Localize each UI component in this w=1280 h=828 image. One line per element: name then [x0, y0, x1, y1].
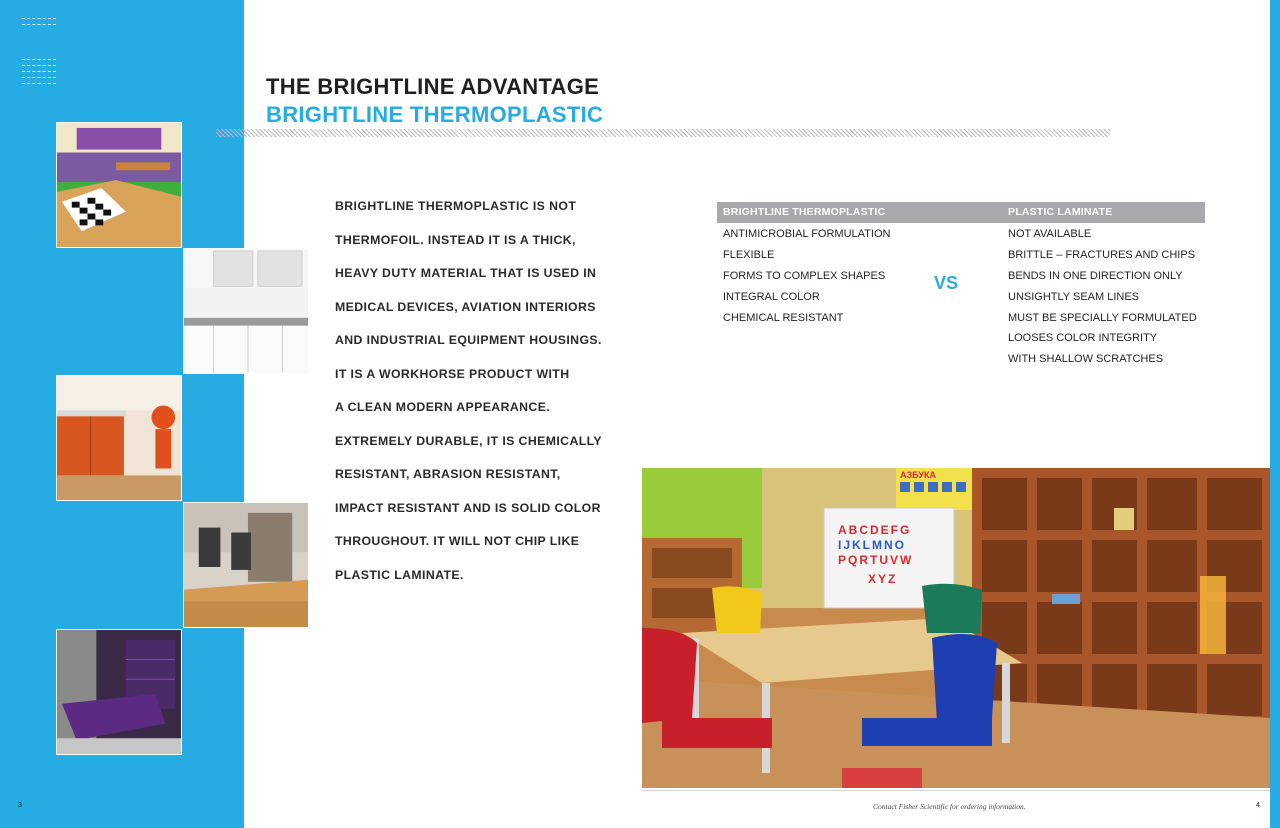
body-line: PLASTIC LAMINATE. [335, 567, 464, 582]
contact-note: Contact Fisher Scientific for ordering information. [873, 802, 1026, 811]
comparison-right-header: PLASTIC LAMINATE [1008, 206, 1113, 218]
decorative-dash [22, 77, 56, 78]
body-line: A CLEAN MODERN APPEARANCE. [335, 400, 551, 414]
whiteboard-line-1: ABCDEFG [838, 523, 912, 537]
list-item: FLEXIBLE [723, 248, 775, 261]
thumb-lab-counter [183, 248, 309, 374]
list-item: CHEMICAL RESISTANT [723, 311, 844, 324]
right-blue-strip [1270, 0, 1280, 828]
body-line: MEDICAL DEVICES, AVIATION INTERIORS [335, 299, 596, 314]
list-item: ANTIMICROBIAL FORMULATION [723, 228, 891, 240]
list-item: UNSIGHTLY SEAM LINES [1008, 290, 1140, 303]
page-number-right: 4 [1256, 802, 1260, 809]
thumb-computer-desk [183, 502, 309, 628]
list-item: BRITTLE – FRACTURES AND CHIPS [1008, 248, 1196, 261]
body-paragraph [335, 199, 605, 601]
decorative-dash [22, 24, 56, 25]
decorative-dash [22, 83, 56, 84]
page-number-left: 3 [18, 802, 22, 809]
body-line: RESISTANT, ABRASION RESISTANT, [335, 467, 561, 481]
thermoplastic-features-list [723, 228, 890, 332]
thumb-orange-cabinets [56, 375, 182, 501]
whiteboard-line-3: PQRTUVW [838, 553, 914, 567]
body-line: THROUGHOUT. IT WILL NOT CHIP LIKE [335, 534, 580, 548]
list-item: FORMS TO COMPLEX SHAPES [723, 269, 886, 282]
page-title: THE BRIGHTLINE ADVANTAGE [266, 74, 600, 99]
list-item: LOOSES COLOR INTEGRITY [1008, 332, 1158, 345]
body-line: BRIGHTLINE THERMOPLASTIC IS NOT [335, 199, 577, 213]
page-subtitle: BRIGHTLINE THERMOPLASTIC [266, 102, 604, 127]
hatched-divider [216, 129, 1110, 137]
thumb-purple-reception [56, 629, 182, 755]
whiteboard-line-2: IJKLMNO [838, 538, 906, 552]
body-line: IMPACT RESISTANT AND IS SOLID COLOR [335, 500, 601, 515]
body-line: THERMOFOIL. INSTEAD IT IS A THICK, [335, 232, 576, 247]
decorative-dash [22, 71, 56, 72]
list-item: NOT AVAILABLE [1008, 228, 1092, 240]
laminate-features-list [1008, 228, 1197, 374]
classroom-photo [642, 468, 1270, 788]
thumb-classroom-checkerboard [56, 122, 182, 248]
body-line: IT IS A WORKHORSE PRODUCT WITH [335, 366, 570, 381]
poster-text: АЗБУКА [900, 470, 936, 480]
decorative-dash [22, 59, 56, 60]
list-item: INTEGRAL COLOR [723, 290, 820, 303]
decorative-dash [22, 65, 56, 66]
footer-rule [642, 790, 1270, 791]
list-item: MUST BE SPECIALLY FORMULATED [1008, 311, 1197, 324]
body-line: AND INDUSTRIAL EQUIPMENT HOUSINGS. [335, 333, 602, 347]
vs-label: VS [934, 273, 959, 293]
list-item: WITH SHALLOW SCRATCHES [1008, 353, 1164, 366]
body-line: EXTREMELY DURABLE, IT IS CHEMICALLY [335, 433, 603, 448]
whiteboard-line-4: XYZ [868, 572, 898, 586]
body-line: HEAVY DUTY MATERIAL THAT IS USED IN [335, 266, 597, 280]
comparison-left-header: BRIGHTLINE THERMOPLASTIC [723, 206, 886, 218]
list-item: BENDS IN ONE DIRECTION ONLY [1008, 269, 1183, 282]
decorative-dash [22, 18, 56, 19]
